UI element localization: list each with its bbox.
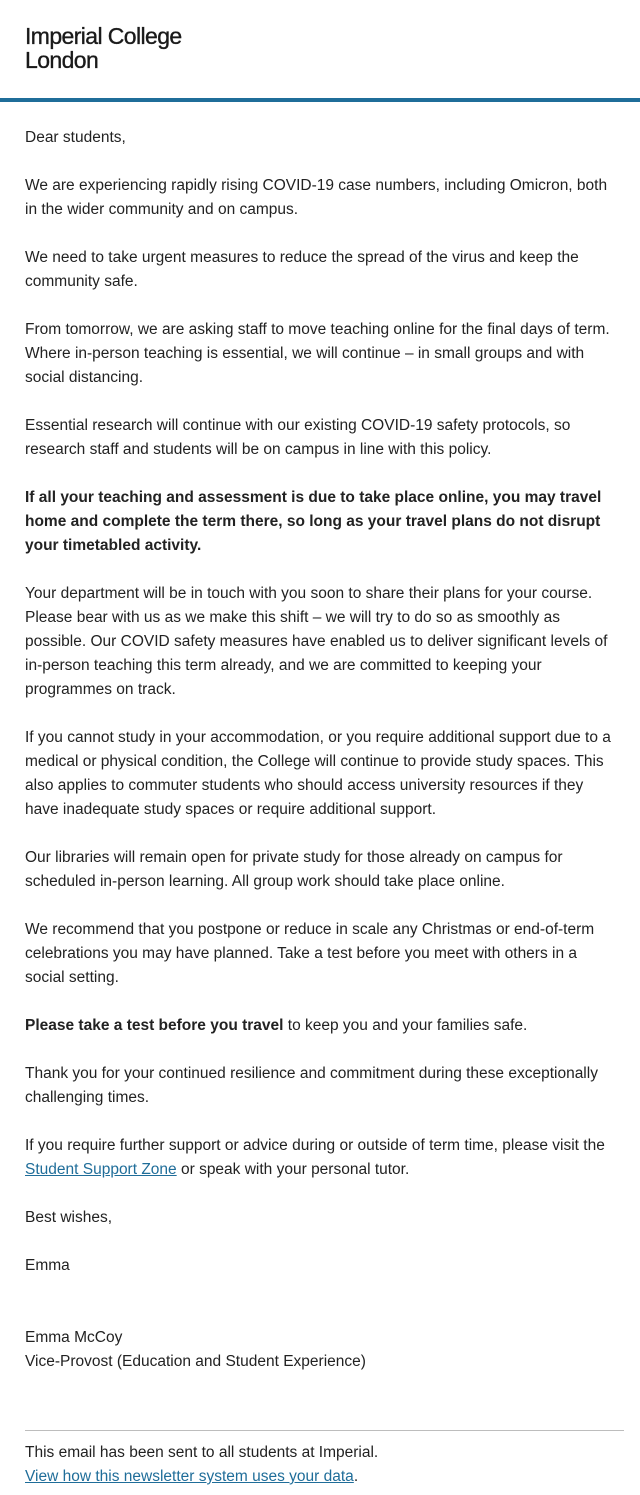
email-body [25, 126, 620, 1398]
first-name-signoff: Emma [25, 1257, 70, 1274]
paragraph-test-before-travel [25, 1014, 620, 1038]
paragraph-urgent-measures: We need to take urgent measures to reduce the spread of the virus and keep the community safe. [25, 249, 579, 290]
signature-title: Vice-Provost (Education and Student Experience) [25, 1353, 366, 1370]
greeting: Dear students, [25, 129, 126, 146]
paragraph-celebrations: We recommend that you postpone or reduce in scale any Christmas or end-of-term celebrations you may have planned. Take a test before you meet with others in a social setting. [25, 921, 595, 986]
signature-name: Emma McCoy [25, 1329, 123, 1346]
support-text-after: or speak with your personal tutor. [176, 1161, 410, 1178]
paragraph-case-numbers: We are experiencing rapidly rising COVID-19 case numbers, including Omicron, both in the wider community and on campus. [25, 177, 608, 218]
paragraph-libraries: Our libraries will remain open for private study for those already on campus for scheduled in-person learning. All group work should take place online. [25, 849, 563, 890]
paragraph-thank-you: Thank you for your continued resilience and commitment during these exceptionally challenging times. [25, 1065, 598, 1106]
closing: Best wishes, [25, 1209, 113, 1226]
footer-data-line [25, 1465, 624, 1489]
paragraph-study-spaces: If you cannot study in your accommodation, or you require additional support due to a medical or physical condition, the College will continue to provide study spaces. This also applies to commuter students who should access university resources if they have inadequate study spaces or require additional support. [25, 729, 611, 818]
signature-block [25, 1326, 620, 1374]
paragraph-travel-home: If all your teaching and assessment is due to take place online, you may travel home and complete the term there, so long as your travel plans do not disrupt your timetabled activity. [25, 489, 602, 554]
newsletter-data-link[interactable]: View how this newsletter system uses your data [25, 1468, 354, 1485]
logo-line-1: Imperial College [25, 23, 182, 49]
footer-notice: This email has been sent to all students at Imperial. [25, 1444, 379, 1461]
paragraph-department-plans: Your department will be in touch with you soon to share their plans for your course. Please bear with us as we make this shift – we will try to do so as smoothly as possible. Our COVID safety measures have enabled us to deliver significant levels of in-person teaching this term already, and we are committed to keeping your programmes on track. [25, 585, 608, 698]
test-before-travel-emphasis: Please take a test before you travel [25, 1017, 284, 1034]
paragraph-teaching-online: From tomorrow, we are asking staff to move teaching online for the final days of term. Where in-person teaching is essential, we will continue – in small groups and with social distancing. [25, 321, 610, 386]
imperial-college-logo[interactable] [25, 24, 182, 72]
email-header [0, 0, 640, 102]
student-support-zone-link[interactable]: Student Support Zone [25, 1161, 177, 1178]
signature-spacer [25, 1302, 620, 1326]
email-footer [25, 1430, 624, 1489]
test-before-travel-rest: to keep you and your families safe. [283, 1017, 528, 1034]
paragraph-support [25, 1134, 620, 1182]
logo-line-2: London [25, 47, 99, 73]
support-text-before: If you require further support or advice during or outside of term time, please visit the [25, 1137, 605, 1154]
footer-data-suffix: . [353, 1468, 359, 1485]
paragraph-research: Essential research will continue with our existing COVID-19 safety protocols, so research staff and students will be on campus in line with this policy. [25, 417, 571, 458]
